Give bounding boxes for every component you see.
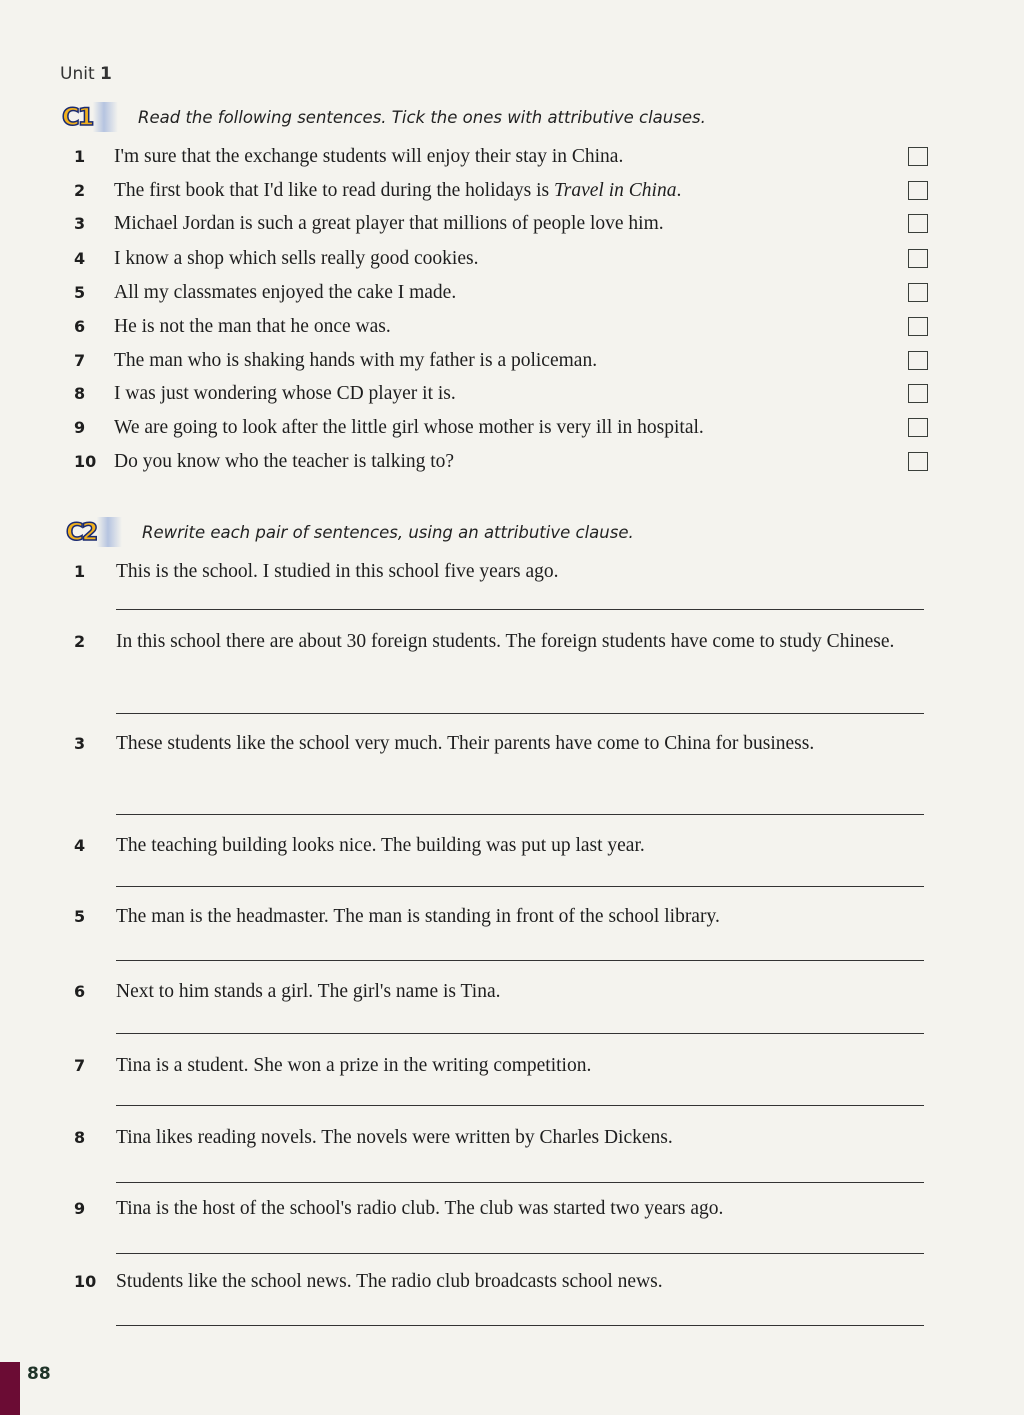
item-number: 3 [74,734,86,753]
item-sentence-pair: The teaching building looks nice. The building was put up last year. [116,835,645,856]
c2-item [74,976,934,1008]
item-sentence: The man who is shaking hands with my father is a policeman. [114,350,598,371]
item-sentence-pair: In this school there are about 30 foreign students. The foreign students have come to study Chinese. [116,631,895,652]
item-text [114,282,456,303]
page-color-tab [0,1362,20,1415]
answer-line[interactable] [116,1105,924,1106]
c2-item [74,728,934,760]
item-sentence: Michael Jordan is such a great player that millions of people love him. [114,213,664,234]
item-number: 5 [74,907,86,926]
item-sentence-pair: The man is the headmaster. The man is standing in front of the school library. [116,906,720,927]
item-text [114,213,664,234]
item-number: 4 [74,249,86,268]
c1-item [74,244,934,274]
item-sentence: He is not the man that he once was. [114,316,391,337]
tick-checkbox[interactable] [908,452,928,471]
item-text [114,451,454,472]
tick-checkbox[interactable] [908,249,928,268]
tick-checkbox[interactable] [908,147,928,166]
c1-instruction: Read the following sentences. Tick the ones with attributive clauses. [138,108,706,127]
item-number: 4 [74,836,86,855]
item-number: 7 [74,1056,86,1075]
item-text [114,180,681,201]
unit-number: 1 [100,64,112,84]
item-text [114,316,391,337]
item-text [114,146,623,167]
book-title: Travel in China [554,180,677,201]
answer-line[interactable] [116,713,924,714]
c1-item [74,413,934,443]
item-sentence-pair: Tina is a student. She won a prize in the writing competition. [116,1055,592,1076]
item-sentence: I'm sure that the exchange students will enjoy their stay in China. [114,146,624,167]
answer-line[interactable] [116,1325,924,1326]
tick-checkbox[interactable] [908,351,928,370]
tick-checkbox[interactable] [908,214,928,233]
unit-label: Unit [60,64,95,84]
answer-line[interactable] [116,1033,924,1034]
item-text [114,350,597,371]
item-sentence: Do you know who the teacher is talking to? [114,451,455,472]
answer-line[interactable] [116,1253,924,1254]
item-sentence-pair: Tina is the host of the school's radio club. The club was started two years ago. [116,1198,724,1219]
item-number: 5 [74,283,86,302]
answer-line[interactable] [116,609,924,610]
c2-item [74,556,934,588]
c1-item [74,379,934,409]
item-sentence-pair: Tina likes reading novels. The novels were written by Charles Dickens. [116,1127,673,1148]
item-sentence-pair: These students like the school very much. Their parents have come to China for business. [116,733,815,754]
item-text [114,417,704,438]
item-number: 9 [74,1199,86,1218]
c2-item [74,1266,934,1298]
item-number: 8 [74,1128,86,1147]
c1-item [74,447,934,477]
answer-line[interactable] [116,886,924,887]
item-sentence: All my classmates enjoyed the cake I made. [114,282,457,303]
tick-checkbox[interactable] [908,384,928,403]
section-badge-c2: C2 [66,517,122,547]
answer-line[interactable] [116,1182,924,1183]
item-number: 1 [74,562,86,581]
c1-item [74,278,934,308]
c2-item [74,1193,934,1225]
item-sentence: We are going to look after the little girl whose mother is very ill in hospital. [114,417,704,438]
section-badge-c1: C1 [62,102,118,132]
item-sentence-pair: Next to him stands a girl. The girl's name is Tina. [116,981,501,1002]
item-number: 10 [74,1272,97,1291]
item-suffix: . [676,180,682,201]
c1-item [74,176,934,206]
item-number: 3 [74,214,86,233]
item-number: 7 [74,351,86,370]
c1-item [74,209,934,239]
c1-item [74,346,934,376]
tick-checkbox[interactable] [908,317,928,336]
item-sentence-pair: This is the school. I studied in this school five years ago. [116,561,559,582]
c1-item [74,142,934,172]
c2-item [74,830,934,862]
answer-line[interactable] [116,814,924,815]
page-number: 88 [27,1364,51,1384]
item-number: 1 [74,147,86,166]
item-number: 2 [74,632,86,651]
tick-checkbox[interactable] [908,181,928,200]
tick-checkbox[interactable] [908,418,928,437]
item-number: 10 [74,452,97,471]
item-sentence: The first book that I'd like to read during the holidays is [114,180,555,201]
item-text [114,248,478,269]
unit-heading [60,64,112,84]
item-number: 8 [74,384,86,403]
c2-item [74,1122,934,1154]
item-text [114,383,456,404]
item-sentence-pair: Students like the school news. The radio club broadcasts school news. [116,1271,663,1292]
item-sentence: I was just wondering whose CD player it is. [114,383,456,404]
c2-item [74,901,934,933]
c2-item [74,1050,934,1082]
c2-instruction: Rewrite each pair of sentences, using an attributive clause. [142,523,634,542]
answer-line[interactable] [116,960,924,961]
c2-item [74,626,934,658]
item-number: 6 [74,317,86,336]
c1-item [74,312,934,342]
item-number: 6 [74,982,86,1001]
item-number: 9 [74,418,86,437]
tick-checkbox[interactable] [908,283,928,302]
item-sentence: I know a shop which sells really good cookies. [114,248,479,269]
item-number: 2 [74,181,86,200]
